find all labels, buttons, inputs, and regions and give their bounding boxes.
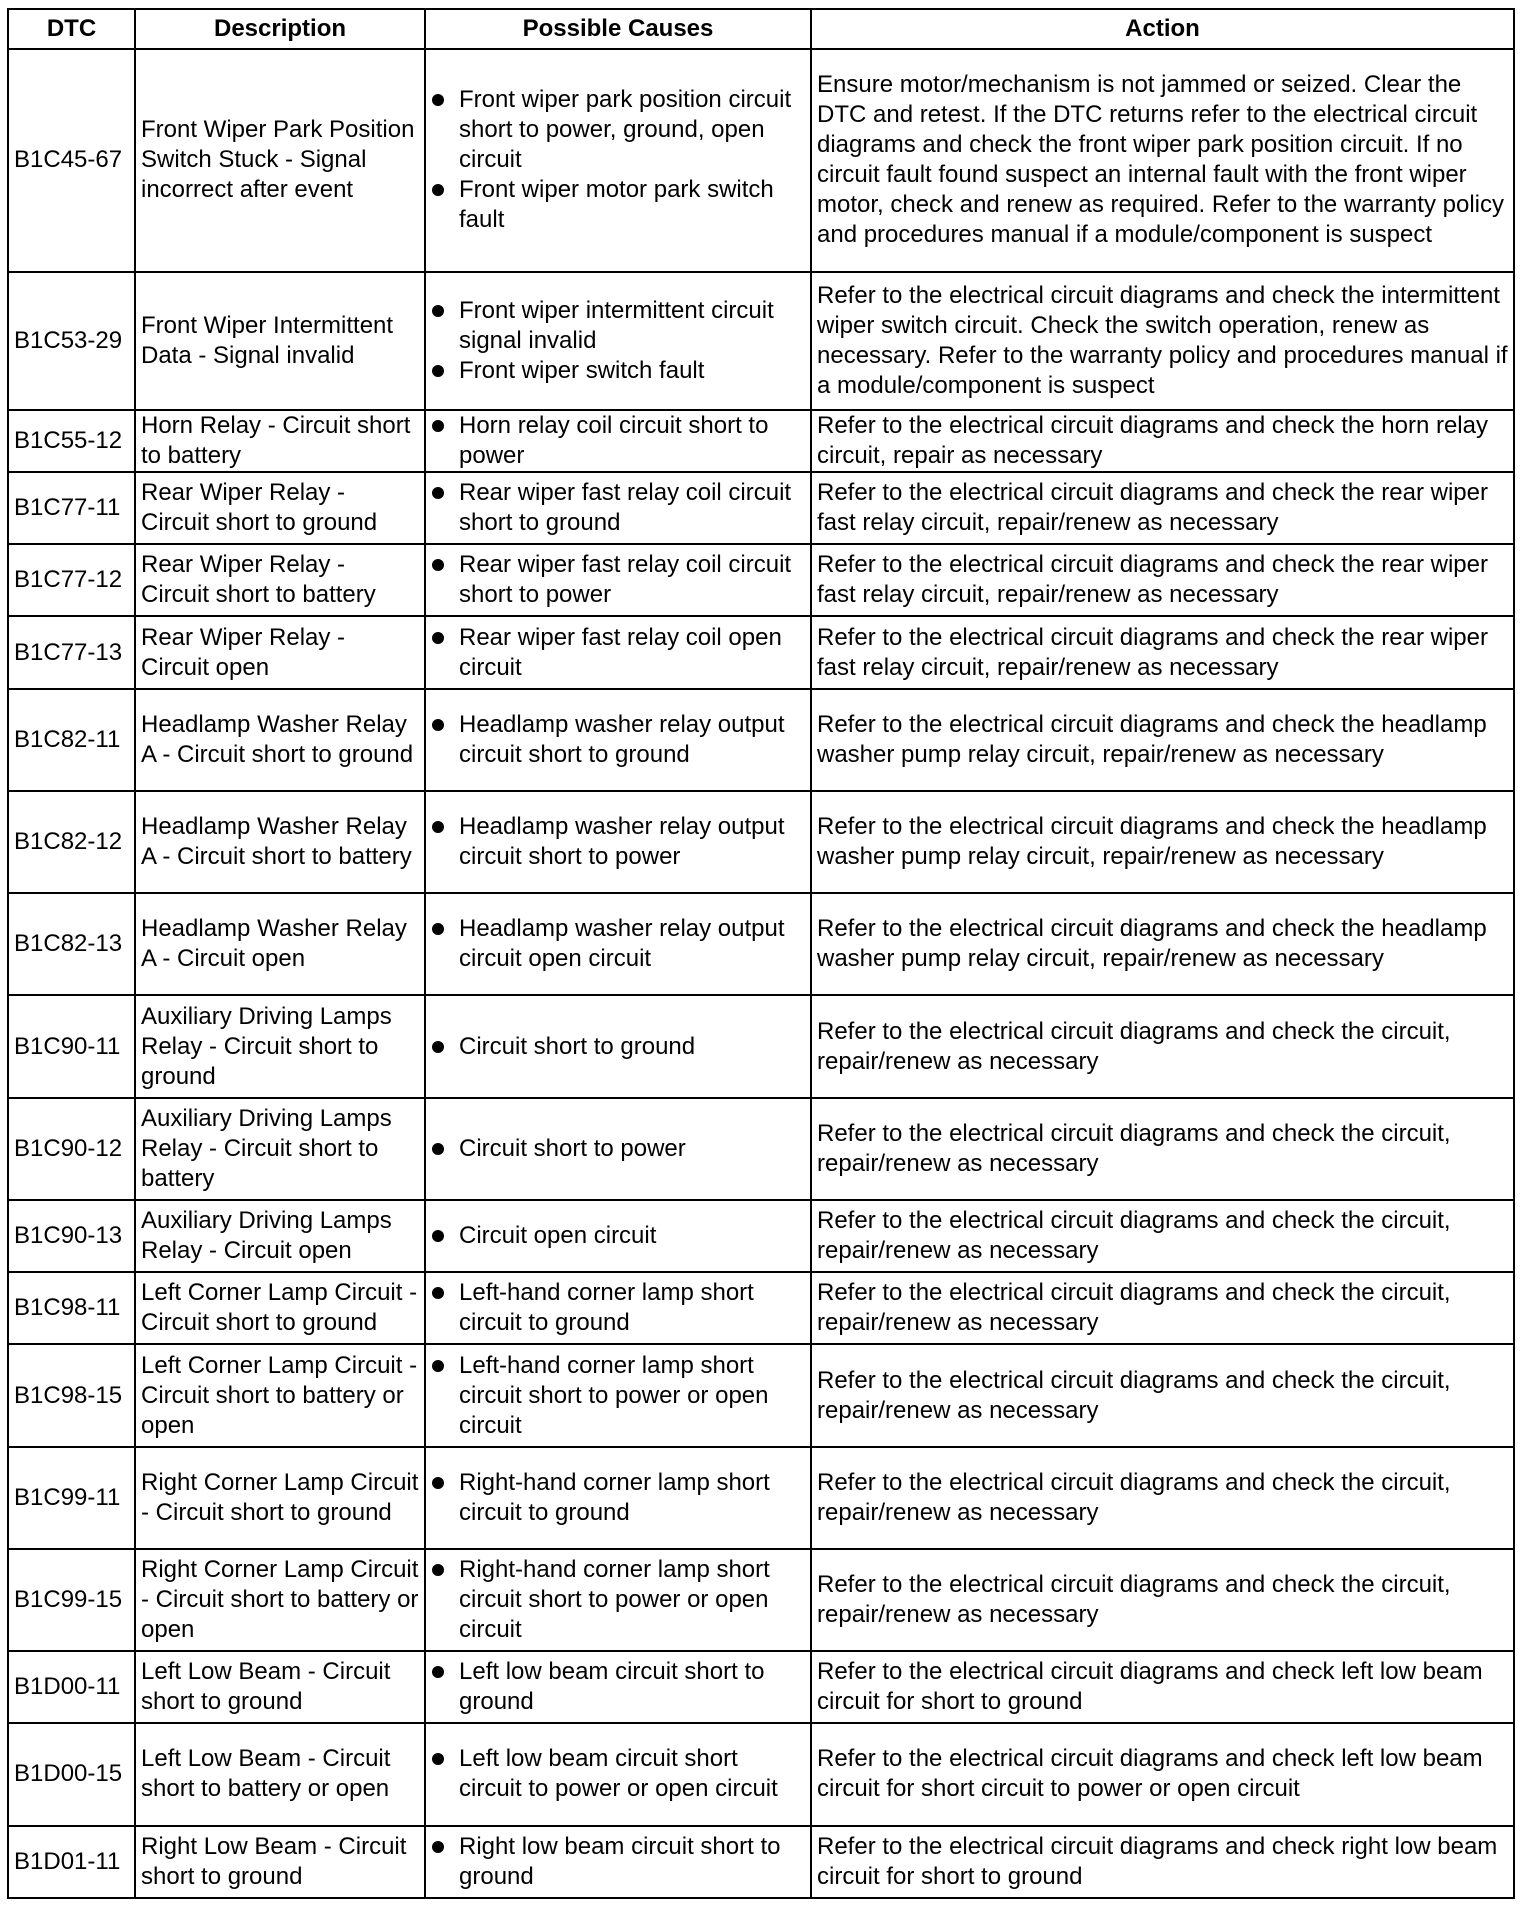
possible-causes-cell: [425, 49, 811, 272]
possible-causes-list: [431, 1221, 805, 1251]
possible-causes-list: [431, 85, 805, 235]
possible-causes-cell: [425, 472, 811, 544]
dtc-description: Left Low Beam - Circuit short to ground: [135, 1651, 425, 1723]
possible-causes-list: [431, 550, 805, 610]
possible-causes-list: [431, 812, 805, 872]
table-row: [8, 1447, 1514, 1549]
dtc-table: [7, 8, 1515, 1899]
action-text: Refer to the electrical circuit diagrams and check right low beam circuit for short to ground: [811, 1826, 1514, 1898]
table-row: [8, 1200, 1514, 1272]
possible-causes-list: [431, 1832, 805, 1892]
dtc-description: Right Corner Lamp Circuit - Circuit short to ground: [135, 1447, 425, 1549]
dtc-description: Headlamp Washer Relay A - Circuit short to ground: [135, 689, 425, 791]
dtc-code: B1D00-11: [8, 1651, 135, 1723]
possible-causes-cell: [425, 689, 811, 791]
dtc-description: Front Wiper Park Position Switch Stuck - Signal incorrect after event: [135, 49, 425, 272]
table-row: [8, 1651, 1514, 1723]
action-text: Refer to the electrical circuit diagrams and check the circuit, repair/renew as necessary: [811, 1098, 1514, 1200]
action-text: Refer to the electrical circuit diagrams and check the circuit, repair/renew as necessary: [811, 1447, 1514, 1549]
possible-cause-item: Circuit short to power: [431, 1134, 805, 1164]
possible-causes-cell: [425, 272, 811, 410]
possible-cause-item: Rear wiper fast relay coil open circuit: [431, 623, 805, 683]
possible-cause-item: Left low beam circuit short circuit to power or open circuit: [431, 1744, 805, 1804]
header-row: [8, 9, 1514, 49]
possible-causes-cell: [425, 995, 811, 1097]
dtc-description: Headlamp Washer Relay A - Circuit short to battery: [135, 791, 425, 893]
dtc-code: B1C82-11: [8, 689, 135, 791]
possible-cause-item: Left-hand corner lamp short circuit to ground: [431, 1278, 805, 1338]
dtc-description: Horn Relay - Circuit short to battery: [135, 410, 425, 472]
possible-causes-list: [431, 1278, 805, 1338]
possible-causes-cell: [425, 1098, 811, 1200]
possible-cause-item: Front wiper switch fault: [431, 356, 805, 386]
possible-cause-item: Headlamp washer relay output circuit open circuit: [431, 914, 805, 974]
possible-causes-cell: [425, 1549, 811, 1651]
dtc-description: Right Low Beam - Circuit short to ground: [135, 1826, 425, 1898]
possible-cause-item: Circuit open circuit: [431, 1221, 805, 1251]
dtc-code: B1C77-11: [8, 472, 135, 544]
possible-cause-item: Circuit short to ground: [431, 1032, 805, 1062]
action-text: Refer to the electrical circuit diagrams and check left low beam circuit for short to ground: [811, 1651, 1514, 1723]
possible-causes-cell: [425, 410, 811, 472]
possible-causes-cell: [425, 893, 811, 995]
dtc-description: Auxiliary Driving Lamps Relay - Circuit open: [135, 1200, 425, 1272]
possible-causes-list: [431, 1134, 805, 1164]
possible-causes-list: [431, 1657, 805, 1717]
dtc-description: Headlamp Washer Relay A - Circuit open: [135, 893, 425, 995]
dtc-code: B1D01-11: [8, 1826, 135, 1898]
possible-causes-list: [431, 710, 805, 770]
dtc-code: B1C98-15: [8, 1344, 135, 1446]
table-row: [8, 410, 1514, 472]
possible-cause-item: Left-hand corner lamp short circuit short to power or open circuit: [431, 1351, 805, 1441]
dtc-code: B1C45-67: [8, 49, 135, 272]
dtc-code: B1C90-13: [8, 1200, 135, 1272]
table-row: [8, 1344, 1514, 1446]
possible-cause-item: Headlamp washer relay output circuit short to ground: [431, 710, 805, 770]
table-row: [8, 1549, 1514, 1651]
dtc-description: Auxiliary Driving Lamps Relay - Circuit short to ground: [135, 995, 425, 1097]
action-text: Refer to the electrical circuit diagrams and check the headlamp washer pump relay circuit, repair/renew as necessary: [811, 791, 1514, 893]
action-text: Refer to the electrical circuit diagrams and check the circuit, repair/renew as necessary: [811, 1272, 1514, 1344]
action-text: Refer to the electrical circuit diagrams and check the headlamp washer pump relay circuit, repair/renew as necessary: [811, 689, 1514, 791]
action-text: Refer to the electrical circuit diagrams and check the circuit, repair/renew as necessary: [811, 995, 1514, 1097]
possible-causes-list: [431, 914, 805, 974]
possible-causes-list: [431, 478, 805, 538]
possible-causes-cell: [425, 1344, 811, 1446]
action-text: Refer to the electrical circuit diagrams and check the rear wiper fast relay circuit, repair/renew as necessary: [811, 472, 1514, 544]
possible-cause-item: Rear wiper fast relay coil circuit short to power: [431, 550, 805, 610]
dtc-description: Front Wiper Intermittent Data - Signal invalid: [135, 272, 425, 410]
header-action: Action: [811, 9, 1514, 49]
dtc-description: Left Corner Lamp Circuit - Circuit short to battery or open: [135, 1344, 425, 1446]
dtc-code: B1C55-12: [8, 410, 135, 472]
dtc-code: B1C77-12: [8, 544, 135, 616]
table-row: [8, 893, 1514, 995]
action-text: Refer to the electrical circuit diagrams and check the rear wiper fast relay circuit, repair/renew as necessary: [811, 616, 1514, 688]
dtc-code: B1C90-12: [8, 1098, 135, 1200]
dtc-code: B1C82-13: [8, 893, 135, 995]
possible-causes-cell: [425, 1272, 811, 1344]
table-row: [8, 472, 1514, 544]
possible-cause-item: Horn relay coil circuit short to power: [431, 411, 805, 471]
possible-cause-item: Right-hand corner lamp short circuit short to power or open circuit: [431, 1555, 805, 1645]
action-text: Refer to the electrical circuit diagrams and check left low beam circuit for short circuit to power or open circuit: [811, 1723, 1514, 1825]
possible-cause-item: Rear wiper fast relay coil circuit short to ground: [431, 478, 805, 538]
possible-cause-item: Right low beam circuit short to ground: [431, 1832, 805, 1892]
dtc-description: Left Corner Lamp Circuit - Circuit short to ground: [135, 1272, 425, 1344]
header-possible-causes: Possible Causes: [425, 9, 811, 49]
header-dtc: DTC: [8, 9, 135, 49]
dtc-code: B1C77-13: [8, 616, 135, 688]
action-text: Ensure motor/mechanism is not jammed or seized. Clear the DTC and retest. If the DTC returns refer to the electrical circuit diagrams and check the front wiper park position circuit. If no circuit fault found suspect an internal fault with the front wiper motor, check and renew as required. Refer to the warranty policy and procedures manual if a module/component is suspect: [811, 49, 1514, 272]
possible-causes-list: [431, 623, 805, 683]
action-text: Refer to the electrical circuit diagrams and check the intermittent wiper switch circuit. Check the switch operation, renew as necessary. Refer to the warranty policy and procedures manual if a module/component is suspect: [811, 272, 1514, 410]
possible-causes-list: [431, 411, 805, 471]
table-row: [8, 791, 1514, 893]
possible-causes-list: [431, 1351, 805, 1441]
dtc-description: Rear Wiper Relay - Circuit open: [135, 616, 425, 688]
table-row: [8, 1826, 1514, 1898]
dtc-code: B1C98-11: [8, 1272, 135, 1344]
possible-causes-cell: [425, 616, 811, 688]
action-text: Refer to the electrical circuit diagrams and check the rear wiper fast relay circuit, repair/renew as necessary: [811, 544, 1514, 616]
table-row: [8, 544, 1514, 616]
header-description: Description: [135, 9, 425, 49]
possible-cause-item: Front wiper park position circuit short to power, ground, open circuit: [431, 85, 805, 175]
action-text: Refer to the electrical circuit diagrams and check the headlamp washer pump relay circuit, repair/renew as necessary: [811, 893, 1514, 995]
table-row: [8, 1272, 1514, 1344]
possible-causes-list: [431, 296, 805, 386]
possible-causes-list: [431, 1555, 805, 1645]
possible-cause-item: Right-hand corner lamp short circuit to ground: [431, 1468, 805, 1528]
possible-causes-cell: [425, 791, 811, 893]
possible-causes-cell: [425, 1826, 811, 1898]
possible-causes-list: [431, 1032, 805, 1062]
possible-causes-cell: [425, 1651, 811, 1723]
table-row: [8, 616, 1514, 688]
dtc-code: B1C82-12: [8, 791, 135, 893]
table-body: [8, 49, 1514, 1898]
possible-cause-item: Left low beam circuit short to ground: [431, 1657, 805, 1717]
possible-causes-cell: [425, 1723, 811, 1825]
dtc-description: Right Corner Lamp Circuit - Circuit short to battery or open: [135, 1549, 425, 1651]
dtc-code: B1C90-11: [8, 995, 135, 1097]
dtc-code: B1C99-11: [8, 1447, 135, 1549]
action-text: Refer to the electrical circuit diagrams and check the horn relay circuit, repair as necessary: [811, 410, 1514, 472]
action-text: Refer to the electrical circuit diagrams and check the circuit, repair/renew as necessary: [811, 1549, 1514, 1651]
dtc-code: B1C99-15: [8, 1549, 135, 1651]
table-row: [8, 995, 1514, 1097]
possible-cause-item: Front wiper intermittent circuit signal invalid: [431, 296, 805, 356]
table-row: [8, 272, 1514, 410]
table-row: [8, 1098, 1514, 1200]
action-text: Refer to the electrical circuit diagrams and check the circuit, repair/renew as necessary: [811, 1200, 1514, 1272]
possible-causes-cell: [425, 544, 811, 616]
possible-causes-list: [431, 1744, 805, 1804]
possible-cause-item: Headlamp washer relay output circuit short to power: [431, 812, 805, 872]
table-row: [8, 1723, 1514, 1825]
table-row: [8, 49, 1514, 272]
possible-causes-cell: [425, 1447, 811, 1549]
action-text: Refer to the electrical circuit diagrams and check the circuit, repair/renew as necessary: [811, 1344, 1514, 1446]
possible-cause-item: Front wiper motor park switch fault: [431, 175, 805, 235]
table-row: [8, 689, 1514, 791]
dtc-description: Rear Wiper Relay - Circuit short to battery: [135, 544, 425, 616]
dtc-description: Rear Wiper Relay - Circuit short to ground: [135, 472, 425, 544]
dtc-description: Auxiliary Driving Lamps Relay - Circuit short to battery: [135, 1098, 425, 1200]
dtc-description: Left Low Beam - Circuit short to battery or open: [135, 1723, 425, 1825]
possible-causes-list: [431, 1468, 805, 1528]
dtc-code: B1C53-29: [8, 272, 135, 410]
possible-causes-cell: [425, 1200, 811, 1272]
dtc-code: B1D00-15: [8, 1723, 135, 1825]
